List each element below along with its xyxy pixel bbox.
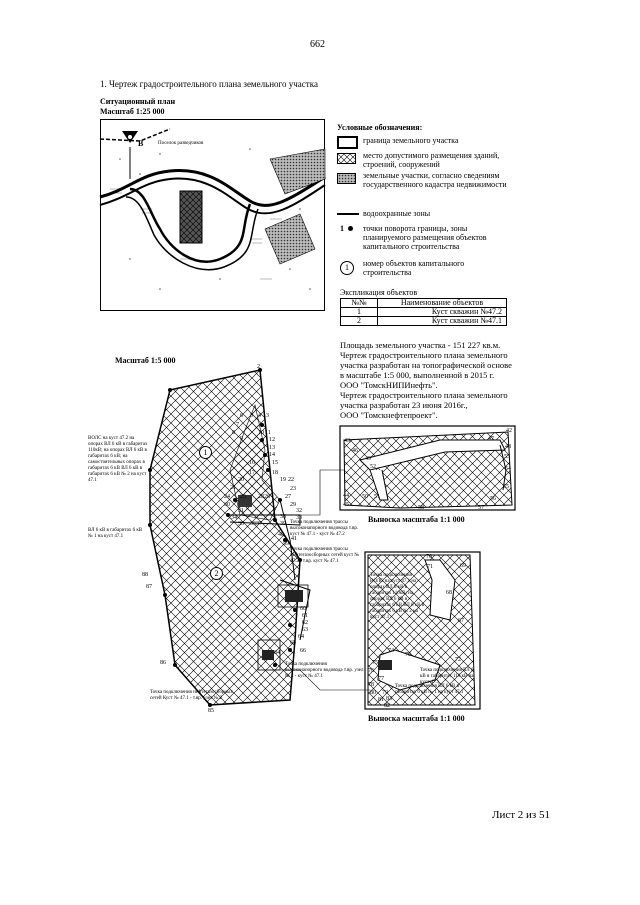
sheet-counter: Лист 2 из 51 (492, 809, 551, 821)
legend-object-circle-icon: 1 (340, 261, 354, 275)
point-label: 54 (505, 466, 511, 472)
point-label: 60 (300, 606, 306, 612)
point-label: 37 (256, 521, 262, 527)
point-label: 24 (224, 494, 230, 500)
info-line: в масштабе 1:5 000, выполненной в 2015 г. (340, 370, 495, 380)
point-label: 22 (288, 477, 294, 483)
inset2-annotation-110kv: Точка подключения ВЛ 6 кВ в габаритах 110 кВ на куст 47.1 (420, 668, 474, 685)
explication-header-no: №№ (341, 299, 378, 308)
point-label: 19 (280, 477, 286, 483)
point-label: 79 (382, 690, 388, 696)
point-label: 49 (365, 456, 371, 462)
point-label: 59 (283, 541, 289, 547)
point-label: 11 (265, 430, 271, 436)
point-label: 75 (372, 660, 378, 666)
point-label: 23 (290, 486, 296, 492)
point-label: 8 (232, 430, 235, 436)
explication-title: Экспликация объектов (340, 288, 418, 297)
point-label: 34 (231, 515, 237, 521)
point-label: 6 (240, 413, 243, 419)
point-label: 77 (378, 676, 384, 682)
annotation-water-pipe: Точка подключения трассы высоконапорного водовода т.вр. куст № 47.1 - куст № 47.2 (290, 520, 359, 537)
point-label: 57 (478, 505, 484, 511)
point-label: 58 (418, 505, 424, 511)
inset2-annotation-fiber: Точка подключения ВОЛС на куст 47.1 на опорах ВЛ 6 кВ в габаритах 110кВ; на опорах ВЛ 6 кВ в габаритах 6 кВ ВЛ 6 кВ в габаритах 6 кВ № 2 на куст 47.1 (370, 573, 425, 620)
point-label: 87 (146, 584, 152, 590)
info-line: ООО "Томскнефтепроект". (340, 410, 438, 420)
point-label: 82 (384, 703, 390, 709)
point-label: 2 (257, 364, 260, 370)
point-label: 81 (378, 697, 384, 703)
point-label: 85 (208, 708, 214, 714)
point-label: 78 (368, 682, 374, 688)
point-label: 86 (160, 660, 166, 666)
point-label: 68 (446, 590, 452, 596)
page-heading: 1. Чертеж градостроительного плана земельного участка (100, 79, 318, 89)
legend-title: Условные обозначения: (337, 123, 423, 132)
point-label: 16 (249, 460, 255, 466)
info-line: ООО "ТомскНИПИнефть". (340, 380, 438, 390)
point-label: 39 (280, 521, 286, 527)
point-label: 55 (503, 484, 509, 490)
table-row: 2 Куст скважин №47.1 (341, 317, 507, 326)
point-label: 47 (488, 436, 494, 442)
point-label: 46 (352, 448, 358, 454)
point-label: 14 (269, 452, 275, 458)
situation-plan-place-label: Поселок разведчиков (158, 141, 204, 146)
point-label: 52 (370, 464, 376, 470)
point-label: 70 (426, 554, 432, 560)
main-plan-scale: Масштаб 1:5 000 (115, 356, 176, 365)
point-label: 45 (343, 502, 349, 508)
annotation-power-line-1: ВЛ 6 кВ в габаритах 6 кВ № 1 на куст 47.1 (88, 528, 143, 539)
situation-plan-title: Ситуационный план (100, 97, 176, 106)
point-label: 26 (264, 494, 270, 500)
point-label: 3 (266, 413, 269, 419)
point-label: 27 (285, 494, 291, 500)
table-row: 1 Куст скважин №47.2 (341, 308, 507, 317)
inset2-annotation-6kv: Точка подключения ВЛ 6 кВ в габаритах 6 кВ № 1 на куст 47.1 (395, 684, 464, 695)
annotation-water-pipe-node3: Точка подключения высоконапорного водовода т.вр. узел № 3 - куст № 47.1 (285, 662, 364, 679)
point-label: 29 (290, 502, 296, 508)
point-label: 56 (490, 496, 496, 502)
point-label: 33 (296, 515, 302, 521)
point-label: 71 (427, 564, 433, 570)
info-line: Чертеж градостроительного плана земельного (340, 350, 508, 360)
point-label: 21 (230, 485, 236, 491)
point-label: 35 (238, 521, 244, 527)
annotation-fiber-line: ВОЛС на куст 47.2 на опорах ВЛ 6 кВ в габаритах 110кВ; на опорах ВЛ 6 кВ в габаритах 6 кВ; на самостоятельных опорах в габаритах 6 кВ ВЛ 6 кВ в габаритах 6 кВ № 2 на куст 47.1 (88, 436, 148, 483)
point-label: 36 (250, 521, 256, 527)
legend-item-water: водоохранные зоны (363, 209, 431, 218)
point-label: 61 (302, 613, 308, 619)
point-label: 7 (236, 422, 239, 428)
point-label: 4 (258, 413, 261, 419)
object-1-marker: 1 (199, 446, 212, 459)
point-label: 76 (368, 668, 374, 674)
point-label: 28 (258, 494, 264, 500)
legend-item-points: точки поворота границы, зоны планируемого размещения объектов капитального строительства (363, 224, 487, 251)
point-label: 72 (455, 657, 461, 663)
point-label: 12 (269, 437, 275, 443)
point-label: 51 (374, 494, 380, 500)
point-label: 74 (388, 648, 394, 654)
point-label: 64 (298, 634, 304, 640)
point-label: 83 (386, 696, 392, 702)
point-label: 5 (250, 413, 253, 419)
point-label: 63 (302, 627, 308, 633)
point-label: 17 (249, 470, 255, 476)
point-label: 67 (458, 618, 464, 624)
point-label: 25 (240, 494, 246, 500)
point-label: 62 (302, 620, 308, 626)
point-label: 41 (291, 536, 297, 542)
point-label: 15 (272, 460, 278, 466)
situation-plan-scale: Масштаб 1:25 000 (100, 107, 165, 116)
point-label: 43 (344, 438, 350, 444)
point-label: 18 (272, 470, 278, 476)
point-label: 10 (258, 430, 264, 436)
info-line: участка разработан 23 июня 2016г., (340, 400, 468, 410)
point-label: 32 (296, 508, 302, 514)
point-label: 20 (238, 477, 244, 483)
annotation-oil-gas-node2: Точка подключения нефтегазосборных сетей Куст № 47.1 - т.вр. узел № 2 (150, 690, 233, 701)
point-label: 42 (506, 428, 512, 434)
point-label: 88 (142, 572, 148, 578)
point-label: 84 (274, 650, 280, 656)
point-label: 13 (269, 445, 275, 451)
page-number: 662 (310, 39, 325, 50)
point-label: 30 (224, 502, 230, 508)
info-line: Чертеж градостроительного плана земельного (340, 390, 508, 400)
point-label: 31 (238, 508, 244, 514)
inset1-title: Выноска масштаба 1:1 000 (368, 515, 465, 524)
legend-point-number: 1 (340, 224, 344, 233)
explication-header-name: Наименование объектов (378, 299, 507, 308)
point-label: 80 (370, 690, 376, 696)
inset2-title: Выноска масштаба 1:1 000 (368, 714, 465, 723)
point-label: 53 (504, 454, 510, 460)
legend-item-cadastre: земельные участки, согласно сведениям государственного кадастра недвижимости (363, 171, 507, 189)
object-2-marker: 2 (210, 567, 223, 580)
point-label: 44 (343, 493, 349, 499)
legend-item-placement: место допустимого размещения зданий, строений, сооружений (363, 151, 500, 169)
point-label: 50 (362, 494, 368, 500)
point-label: 48 (505, 444, 511, 450)
point-label: 38 (280, 514, 286, 520)
point-label: 66 (300, 648, 306, 654)
point-label: 9 (240, 436, 243, 442)
point-label: 73 (405, 652, 411, 658)
info-line: участка разработан на топографической основе (340, 360, 512, 370)
legend-item-boundary: граница земельного участка (363, 136, 459, 145)
point-label: 69 (460, 563, 466, 569)
annotation-oil-gas-pipe: Точка подключения трассы нефтегазосборных сетей куст № 47.2 - т.вр. куст № 47.1 (290, 547, 360, 564)
point-label: 65 (290, 640, 296, 646)
situation-plan-letter: В (138, 139, 144, 148)
info-area: Площадь земельного участка - 151 227 кв.м. (340, 340, 501, 350)
point-label: 40 (278, 532, 284, 538)
legend-item-object-number: номер объектов капитального строительства (363, 259, 465, 277)
